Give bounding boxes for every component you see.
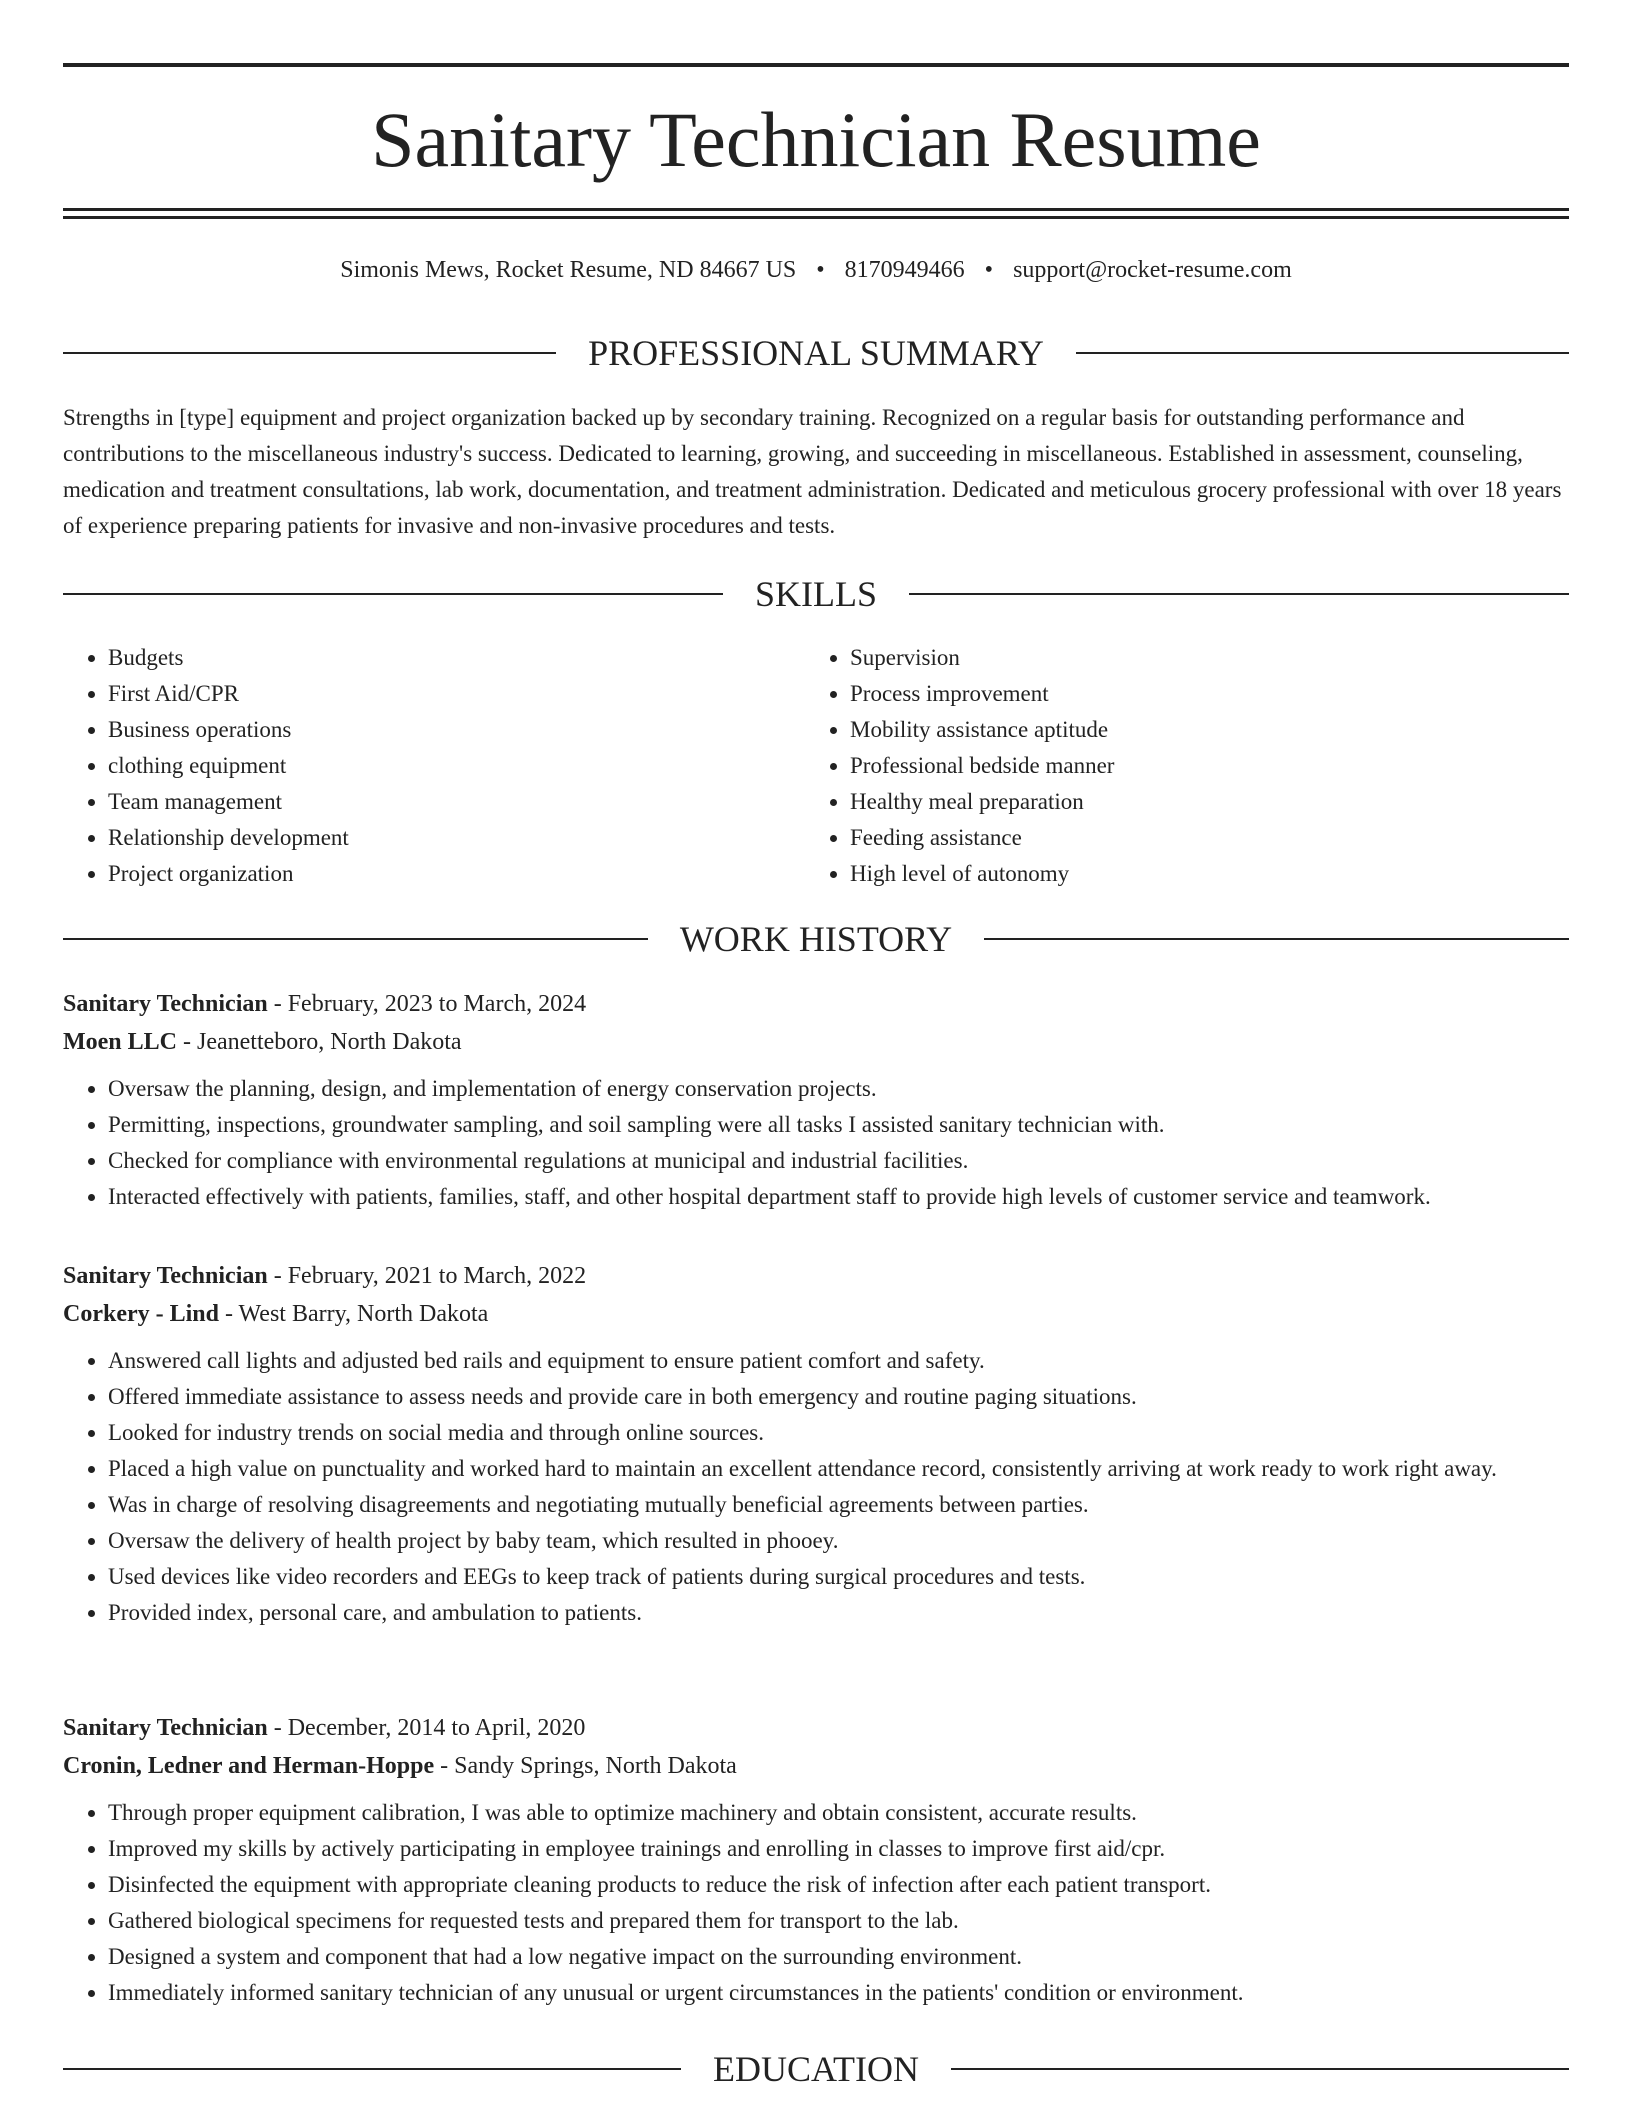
list-item: • Through proper equipment calibration, I was able to optimize machinery and obtain consistent, accurate results.	[108, 1795, 1569, 1831]
skills-column-left	[63, 640, 805, 892]
list-item: • Placed a high value on punctuality and worked hard to maintain an excellent attendance record, consistently arriving at work ready to work right away.	[108, 1451, 1569, 1487]
heading-rule-left	[63, 593, 723, 595]
job-location: - West Barry, North Dakota	[219, 1301, 489, 1327]
job-title: Sanitary Technician	[63, 1263, 268, 1289]
job-entry	[63, 985, 1569, 1215]
summary-text: Strengths in [type] equipment and project organization backed up by secondary training. Recognized on a regular basis for outstanding performance and contributions to the miscellaneous industry's success. Dedicated to learning, growing, and succeeding in miscellaneous. Established in assessment, counseling, medication and treatment consultations, lab work, documentation, and treatment administration. Dedicated and meticulous grocery professional with over 18 years of experience preparing patients for invasive and non-invasive procedures and tests.	[63, 405, 1562, 538]
title-rule-lower	[63, 216, 1569, 219]
list-item: • Looked for industry trends on social media and through online sources.	[108, 1415, 1569, 1451]
title-rule-upper	[63, 208, 1569, 211]
section-title: WORK HISTORY	[679, 919, 953, 959]
skill-item: • Feeding assistance	[850, 820, 1547, 856]
job-company: Cronin, Ledner and Herman-Hoppe	[63, 1753, 435, 1779]
job-location: - Jeanetteboro, North Dakota	[177, 1029, 462, 1055]
skill-item: • Team management	[108, 784, 805, 820]
contact-phone: 8170949466	[844, 257, 965, 283]
job-company: Moen LLC	[63, 1029, 177, 1055]
heading-rule-left	[63, 938, 648, 940]
skill-item: • Process improvement	[850, 676, 1547, 712]
list-item: • Offered immediate assistance to assess needs and provide care in both emergency and routine paging situations.	[108, 1379, 1569, 1415]
job-dates: - December, 2014 to April, 2020	[267, 1715, 586, 1741]
skill-item: • First Aid/CPR	[108, 676, 805, 712]
contact-separator: •	[816, 257, 825, 283]
heading-rule-left	[63, 2068, 681, 2070]
list-item: • Was in charge of resolving disagreements and negotiating mutually beneficial agreements between parties.	[108, 1487, 1569, 1523]
heading-rule-right	[951, 2068, 1569, 2070]
list-item: • Oversaw the planning, design, and implementation of energy conservation projects.	[108, 1071, 1569, 1107]
job-bullets	[63, 1795, 1569, 2011]
skill-item: • clothing equipment	[108, 748, 805, 784]
list-item: • Disinfected the equipment with appropriate cleaning products to reduce the risk of infection after each patient transport.	[108, 1867, 1569, 1903]
skills-column-right	[805, 640, 1547, 892]
skill-item: • Relationship development	[108, 820, 805, 856]
list-item: • Used devices like video recorders and EEGs to keep track of patients during surgical procedures and tests.	[108, 1559, 1569, 1595]
job-bullets	[63, 1071, 1569, 1215]
list-item: • Oversaw the delivery of health project by baby team, which resulted in phooey.	[108, 1523, 1569, 1559]
contact-address: Simonis Mews, Rocket Resume, ND 84667 US	[340, 257, 797, 283]
job-company-line	[63, 1295, 1569, 1333]
job-company-line	[63, 1747, 1569, 1785]
skill-item: • Professional bedside manner	[850, 748, 1547, 784]
list-item: • Improved my skills by actively participating in employee trainings and enrolling in classes to improve first aid/cpr.	[108, 1831, 1569, 1867]
list-item: • Interacted effectively with patients, families, staff, and other hospital department staff to provide high levels of customer service and teamwork.	[108, 1179, 1569, 1215]
list-item: • Answered call lights and adjusted bed rails and equipment to ensure patient comfort and safety.	[108, 1343, 1569, 1379]
skill-item: • Budgets	[108, 640, 805, 676]
section-title: PROFESSIONAL SUMMARY	[588, 333, 1044, 373]
skills-heading	[63, 572, 1569, 616]
job-company-line	[63, 1023, 1569, 1061]
heading-rule-right	[909, 593, 1569, 595]
skill-item: • Mobility assistance aptitude	[850, 712, 1547, 748]
education-heading	[63, 2047, 1569, 2091]
list-item: • Designed a system and component that had a low negative impact on the surrounding environment.	[108, 1939, 1569, 1975]
job-location: - Sandy Springs, North Dakota	[434, 1753, 737, 1779]
contact-separator: •	[984, 257, 994, 283]
section-title: EDUCATION	[713, 2049, 919, 2089]
contact-line	[63, 254, 1569, 286]
job-dates: - February, 2021 to March, 2022	[267, 1263, 587, 1289]
skills-list	[63, 640, 1569, 892]
list-item: • Provided index, personal care, and ambulation to patients.	[108, 1595, 1569, 1631]
job-title-line	[63, 1257, 1569, 1295]
skill-item: • Supervision	[850, 640, 1547, 676]
job-bullets	[63, 1343, 1569, 1631]
job-entry	[63, 1257, 1569, 1631]
work-history-heading	[63, 917, 1569, 961]
list-item: • Gathered biological specimens for requested tests and prepared them for transport to the lab.	[108, 1903, 1569, 1939]
list-item: • Immediately informed sanitary technician of any unusual or urgent circumstances in the patients' condition or environment.	[108, 1975, 1569, 2011]
heading-rule-left	[63, 352, 556, 354]
summary-heading	[63, 331, 1569, 375]
section-title: SKILLS	[755, 574, 878, 614]
skill-item: • High level of autonomy	[850, 856, 1547, 892]
job-company: Corkery - Lind	[63, 1301, 219, 1327]
job-title-line	[63, 985, 1569, 1023]
job-title-line	[63, 1709, 1569, 1747]
skill-item: • Business operations	[108, 712, 805, 748]
list-item: • Permitting, inspections, groundwater sampling, and soil sampling were all tasks I assisted sanitary technician with.	[108, 1107, 1569, 1143]
job-title: Sanitary Technician	[63, 1715, 268, 1741]
top-rule	[63, 63, 1569, 67]
contact-email: support@rocket-resume.com	[1013, 257, 1292, 283]
job-title: Sanitary Technician	[63, 991, 268, 1017]
heading-rule-right	[984, 938, 1569, 940]
page-title: Sanitary Technician Resume	[371, 96, 1261, 183]
skill-item: • Healthy meal preparation	[850, 784, 1547, 820]
job-entry	[63, 1709, 1569, 2011]
skill-item: • Project organization	[108, 856, 805, 892]
heading-rule-right	[1076, 352, 1569, 354]
job-dates: - February, 2023 to March, 2024	[267, 991, 587, 1017]
list-item: • Checked for compliance with environmental regulations at municipal and industrial facilities.	[108, 1143, 1569, 1179]
